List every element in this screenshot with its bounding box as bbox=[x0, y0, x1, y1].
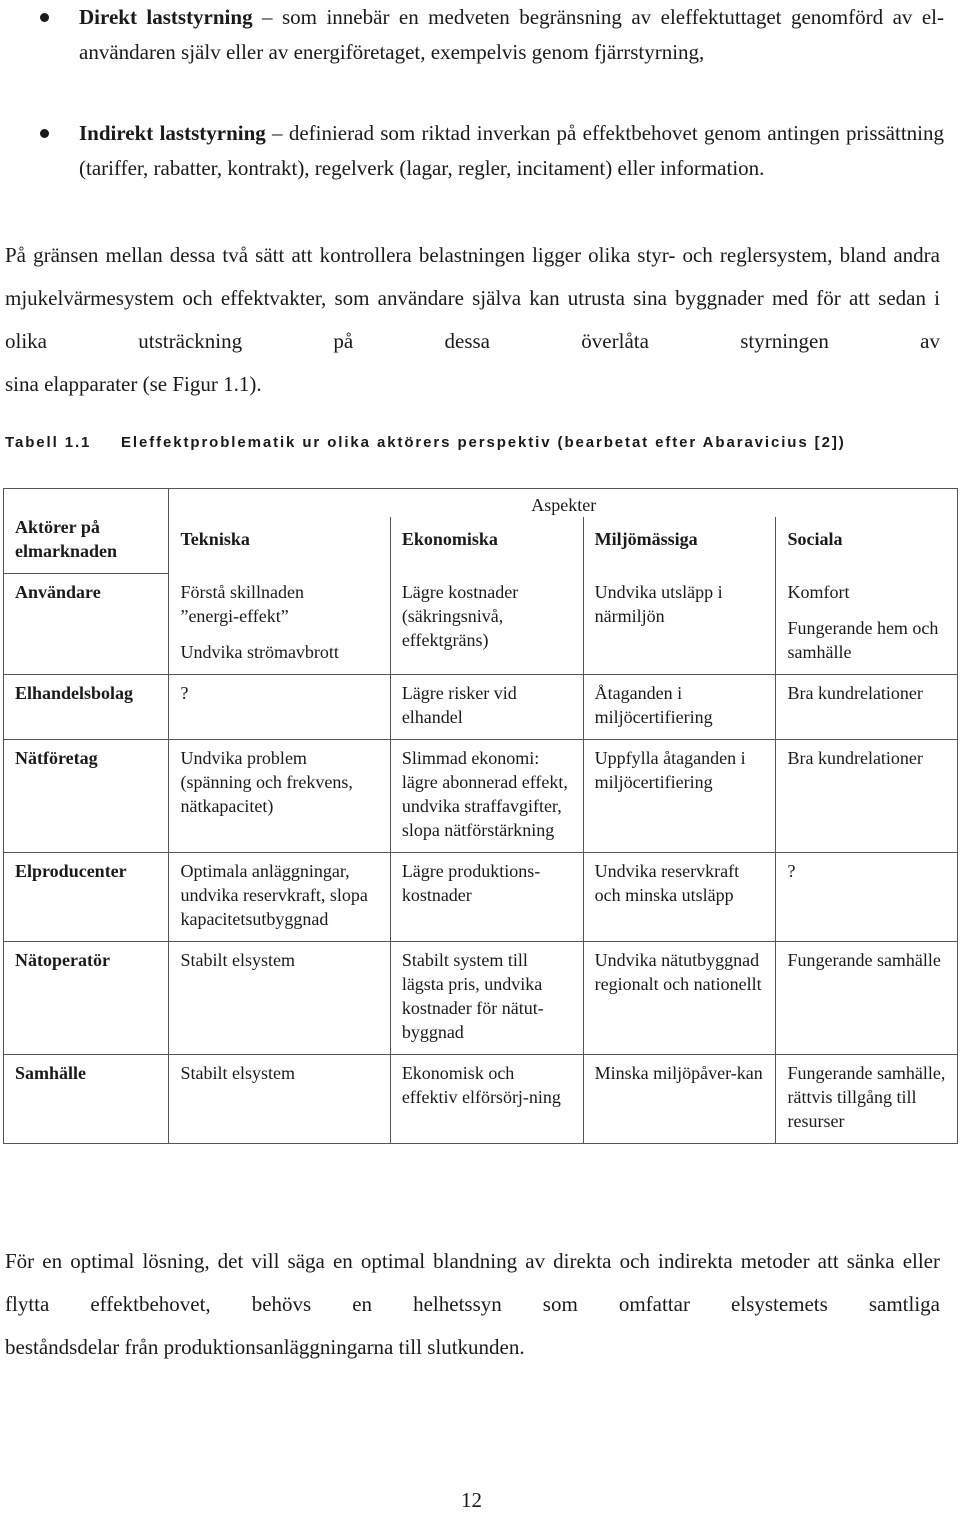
table-cell bbox=[776, 941, 958, 1054]
page-number: 12 bbox=[461, 1488, 482, 1512]
cell-text: Uppfylla åtaganden i miljöcertifiering bbox=[594, 747, 746, 792]
column-header-tekniska: Tekniska bbox=[169, 517, 390, 574]
bullet-icon bbox=[40, 129, 49, 138]
cell-text: Minska miljöpåver-kan bbox=[594, 1062, 763, 1083]
paragraph-last-line: beståndsdelar från produktionsanläggningarna till slutkunden. bbox=[5, 1335, 525, 1359]
table-cell bbox=[583, 674, 776, 739]
table-row bbox=[4, 574, 958, 675]
paragraph-last-line: sina elapparater (se Figur 1.1). bbox=[5, 372, 262, 396]
table-header-row bbox=[4, 489, 958, 518]
table-row bbox=[4, 1054, 958, 1143]
bullet-text: definierad som riktad inverkan på effektbehovet genom antingen prissättning (tariffer, rabatter, kontrakt), regelverk (lagar, regler, incitament) eller information. bbox=[79, 121, 944, 180]
cell-spacer bbox=[180, 628, 379, 640]
column-header-sociala: Sociala bbox=[776, 517, 958, 574]
table-cell bbox=[390, 852, 583, 941]
cell-text: Bra kundrelationer bbox=[787, 747, 923, 768]
table-cell bbox=[776, 739, 958, 852]
table-caption-number: Tabell 1.1 bbox=[5, 434, 92, 451]
row-actor: Nätföretag bbox=[4, 739, 169, 852]
table-cell bbox=[583, 574, 776, 675]
cell-text: ? bbox=[180, 682, 189, 703]
paragraph-optimal-solution bbox=[5, 1240, 940, 1369]
row-actor: Elproducenter bbox=[4, 852, 169, 941]
table-row bbox=[4, 852, 958, 941]
bullet-item-indirekt-laststyrning bbox=[0, 116, 960, 186]
table-cell bbox=[776, 852, 958, 941]
table-caption bbox=[5, 434, 846, 451]
table-cell bbox=[776, 574, 958, 675]
cell-text: Komfort bbox=[787, 581, 850, 602]
cell-text: Slimmad ekonomi: lägre abonnerad effekt, undvika straffavgifter, slopa nätförstärkning bbox=[401, 747, 568, 840]
bullet-item-direkt-laststyrning bbox=[0, 0, 960, 70]
column-header-ekonomiska: Ekonomiska bbox=[390, 517, 583, 574]
cell-text: Fungerande hem och samhälle bbox=[787, 617, 939, 662]
table-cell bbox=[169, 852, 390, 941]
table-row bbox=[4, 674, 958, 739]
actors-perspective-table bbox=[3, 488, 958, 1144]
cell-text: Stabilt elsystem bbox=[180, 949, 295, 970]
cell-text: Lägre kostnader (säkringsnivå, effektgräns) bbox=[401, 581, 519, 650]
cell-text: Åtaganden i miljöcertifiering bbox=[594, 682, 713, 727]
table-row bbox=[4, 739, 958, 852]
cell-text: Fungerande samhälle bbox=[787, 949, 941, 970]
table-cell bbox=[169, 674, 390, 739]
paragraph-control-systems bbox=[5, 234, 940, 406]
table-cell bbox=[390, 739, 583, 852]
cell-text: Fungerande samhälle, rättvis tillgång till resurser bbox=[787, 1062, 946, 1131]
table-cell bbox=[583, 941, 776, 1054]
cell-text: ”energi-effekt” bbox=[180, 605, 289, 626]
row-actor: Nätoperatör bbox=[4, 941, 169, 1054]
cell-text: Undvika reservkraft och minska utsläpp bbox=[594, 860, 740, 905]
bullet-text: som innebär en medveten begränsning av eleffektuttaget genomförd av el-användaren själv eller av energiföretaget, exempelvis genom fjärrstyrning, bbox=[79, 5, 944, 64]
table-cell bbox=[776, 674, 958, 739]
cell-text: ? bbox=[787, 860, 796, 881]
cell-text: Optimala anläggningar, undvika reservkraft, slopa kapacitetsutbyggnad bbox=[180, 860, 368, 929]
cell-text: Undvika problem (spänning och frekvens, nätkapacitet) bbox=[180, 747, 353, 816]
column-header-miljomassiga: Miljömässiga bbox=[583, 517, 776, 574]
cell-spacer bbox=[787, 604, 947, 616]
table-caption-text: Eleffektproblematik ur olika aktörers perspektiv (bearbetat efter Abaravicius [2]) bbox=[121, 434, 846, 451]
paragraph-body: För en optimal lösning, det vill säga en optimal blandning av direkta och indirekta metoder att sänka eller flytta effektbehovet, behövs en helhetssyn som omfattar elsystemets samtliga bbox=[5, 1249, 940, 1316]
table-cell bbox=[390, 1054, 583, 1143]
table-cell bbox=[390, 574, 583, 675]
table-cell bbox=[583, 739, 776, 852]
bullet-term: Direkt laststyrning bbox=[79, 5, 253, 29]
cell-text: Undvika utsläpp i närmiljön bbox=[594, 581, 723, 626]
bullet-dash: – bbox=[265, 121, 289, 145]
table-cell bbox=[169, 574, 390, 675]
bullet-icon bbox=[40, 13, 49, 22]
cell-text: Stabilt system till lägsta pris, undvika kostnader för nätut-byggnad bbox=[401, 949, 544, 1042]
table-corner-header: Aktörer på elmarknaden bbox=[4, 489, 169, 574]
table-group-header: Aspekter bbox=[169, 489, 958, 518]
cell-text: Bra kundrelationer bbox=[787, 682, 923, 703]
row-actor: Användare bbox=[4, 574, 169, 675]
cell-text: Undvika nätutbyggnad regionalt och nationellt bbox=[594, 949, 762, 994]
table-row bbox=[4, 941, 958, 1054]
row-actor: Samhälle bbox=[4, 1054, 169, 1143]
bullet-dash: – bbox=[252, 5, 282, 29]
cell-text: Lägre risker vid elhandel bbox=[401, 682, 517, 727]
table-cell bbox=[169, 1054, 390, 1143]
paragraph-body: På gränsen mellan dessa två sätt att kontrollera belastningen ligger olika styr- och reglersystem, bland andra mjukelvärmesystem och effektvakter, som användare själva kan utrusta sina byggnader med för att sedan i olika utsträckning på dessa överlåta styrningen av bbox=[5, 243, 940, 353]
cell-text: Lägre produktions-kostnader bbox=[401, 860, 541, 905]
cell-text: Ekonomisk och effektiv elförsörj-ning bbox=[401, 1062, 561, 1107]
row-actor: Elhandelsbolag bbox=[4, 674, 169, 739]
table-cell bbox=[583, 1054, 776, 1143]
table-cell bbox=[583, 852, 776, 941]
table-cell bbox=[390, 674, 583, 739]
bullet-term: Indirekt laststyrning bbox=[79, 121, 266, 145]
table-cell bbox=[169, 739, 390, 852]
table-cell bbox=[776, 1054, 958, 1143]
cell-text: Undvika strömavbrott bbox=[180, 641, 339, 662]
table-cell bbox=[390, 941, 583, 1054]
cell-text: Stabilt elsystem bbox=[180, 1062, 295, 1083]
table-cell bbox=[169, 941, 390, 1054]
cell-text: Förstå skillnaden bbox=[180, 581, 304, 602]
